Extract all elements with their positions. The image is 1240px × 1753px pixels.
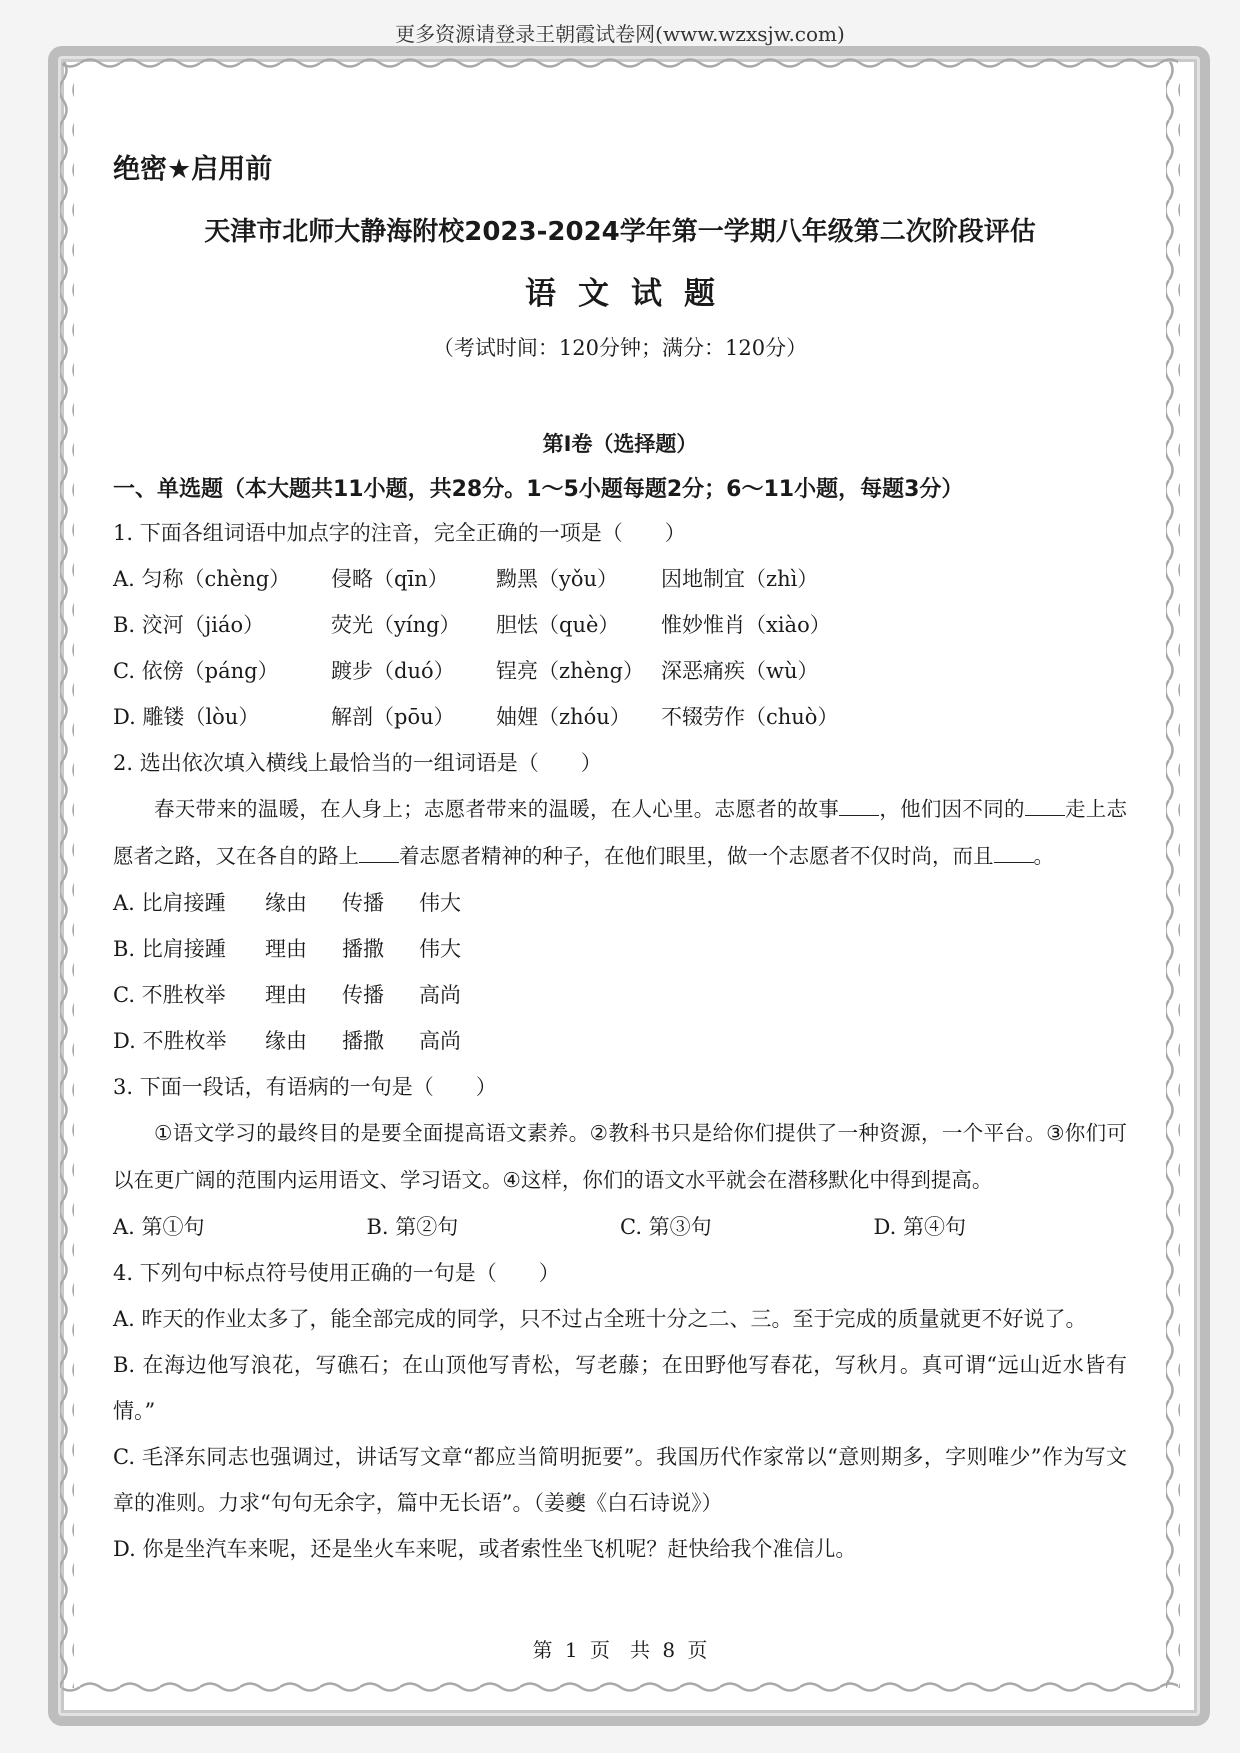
- option-word: 黝黑（yǒu）: [496, 567, 619, 591]
- subject-title: 语文试题: [525, 276, 737, 312]
- option-b: B. 第②句: [366, 1215, 459, 1239]
- passage-text: 春天带来的温暖，在人身上；志愿者带来的温暖，在人心里。志愿者的故事: [154, 797, 840, 821]
- question-2-option-b: [113, 926, 1127, 972]
- question-4-option-a: A. 昨天的作业太多了，能全部完成的同学，只不过占全班十分之二、三。至于完成的质量就更不好说了。: [113, 1307, 1087, 1331]
- option-word: 惟妙惟肖（xiào）: [661, 613, 831, 637]
- header-note: 更多资源请登录王朝霞试卷网(www.wzxsjw.com): [395, 22, 845, 46]
- question-4-option-c: C. 毛泽东同志也强调过，讲话写文章“都应当简明扼要”。我国历代作家常以“意则期多，字则唯少”作为写文章的准则。力求“句句无余字，篇中无长语”。（姜夔《白石诗说》）: [113, 1445, 1127, 1515]
- exam-content: [113, 150, 1127, 1572]
- option-word: 伟大: [419, 891, 461, 915]
- question-3-options: [113, 1204, 1127, 1250]
- option-word: 踱步（duó）: [331, 659, 455, 683]
- question-3-stem: 3. 下面一段话，有语病的一句是（ ）: [113, 1075, 497, 1099]
- option-word: 理由: [265, 937, 307, 961]
- passage-text: 。: [1033, 844, 1054, 868]
- option-word: D. 雕镂（lòu）: [113, 705, 260, 729]
- fill-blank: [994, 844, 1034, 863]
- option-word: 伟大: [419, 937, 461, 961]
- fill-blank: [1025, 797, 1065, 816]
- passage-text: 走上志愿者之路，又在各自的路上: [113, 797, 1128, 868]
- option-word: 因地制宜（zhì）: [661, 567, 819, 591]
- question-2-option-d: [113, 1018, 1127, 1064]
- option-word: 侵略（qīn）: [331, 567, 449, 591]
- passage-text: 着志愿者精神的种子，在他们眼里，做一个志愿者不仅时尚，而且: [399, 844, 994, 868]
- option-word: 传播: [342, 983, 384, 1007]
- option-word: 缘由: [265, 1029, 307, 1053]
- part-title: 第Ⅰ卷（选择题）: [542, 432, 698, 456]
- question-1-option-a: [113, 556, 1127, 602]
- option-word: 播撒: [342, 937, 384, 961]
- passage-text: ，他们因不同的: [879, 797, 1025, 821]
- fill-blank: [839, 797, 879, 816]
- option-word: 高尚: [419, 1029, 461, 1053]
- option-word: 高尚: [419, 983, 461, 1007]
- time-note: （考试时间：120分钟；满分：120分）: [432, 336, 808, 360]
- question-1-option-d: [113, 694, 1127, 740]
- question-1-stem: 1. 下面各组词语中加点字的注音，完全正确的一项是（ ）: [113, 521, 686, 545]
- option-word: B. 比肩接踵: [113, 937, 226, 961]
- question-2-stem: 2. 选出依次填入横线上最恰当的一组词语是（ ）: [113, 751, 602, 775]
- option-word: 传播: [342, 891, 384, 915]
- question-4-stem: 4. 下列句中标点符号使用正确的一句是（ ）: [113, 1261, 560, 1285]
- option-d: D. 第④句: [873, 1215, 966, 1239]
- option-a: A. 第①句: [113, 1215, 205, 1239]
- option-word: A. 匀称（chèng）: [113, 567, 291, 591]
- question-4-option-d: D. 你是坐汽车来呢，还是坐火车来呢，或者索性坐飞机呢？赶快给我个准信儿。: [113, 1537, 857, 1561]
- option-word: 播撒: [342, 1029, 384, 1053]
- option-c: C. 第③句: [620, 1215, 712, 1239]
- option-word: 妯娌（zhóu）: [496, 705, 631, 729]
- option-word: 荧光（yíng）: [331, 613, 461, 637]
- option-word: 锃亮（zhèng）: [496, 659, 644, 683]
- question-4-option-b: B. 在海边他写浪花，写礁石；在山顶他写青松，写老藤；在田野他写春花，写秋月。真可谓“远山近水皆有情。”: [113, 1353, 1127, 1423]
- option-word: B. 洨河（jiáo）: [113, 613, 265, 637]
- question-1-option-c: [113, 648, 1127, 694]
- question-3-passage: ①语文学习的最终目的是要全面提高语文素养。②教科书只是给你们提供了一种资源，一个平台。③你们可以在更广阔的范围内运用语文、学习语文。④这样，你们的语文水平就会在潜移默化中得到提高。: [113, 1121, 1127, 1192]
- option-word: 胆怯（què）: [496, 613, 620, 637]
- question-1-option-b: [113, 602, 1127, 648]
- section-title: 一、单选题（本大题共11小题，共28分。1～5小题每题2分；6～11小题，每题3分）: [113, 477, 964, 502]
- option-word: C. 不胜枚举: [113, 983, 226, 1007]
- option-word: D. 不胜枚举: [113, 1029, 227, 1053]
- option-word: 理由: [265, 983, 307, 1007]
- option-word: 不辍劳作（chuò）: [661, 705, 839, 729]
- option-word: C. 依傍（páng）: [113, 659, 279, 683]
- exam-title: 天津市北师大静海附校2023-2024学年第一学期八年级第二次阶段评估: [204, 217, 1036, 247]
- question-2-passage: [113, 786, 1127, 880]
- secret-label: 绝密★启用前: [113, 154, 273, 185]
- page-number: 第 1 页 共 8 页: [532, 1638, 708, 1662]
- option-word: 深恶痛疾（wù）: [661, 659, 819, 683]
- question-2-option-a: [113, 880, 1127, 926]
- fill-blank: [359, 844, 399, 863]
- option-word: 解剖（pōu）: [331, 705, 455, 729]
- question-2-option-c: [113, 972, 1127, 1018]
- option-word: A. 比肩接踵: [113, 891, 226, 915]
- option-word: 缘由: [265, 891, 307, 915]
